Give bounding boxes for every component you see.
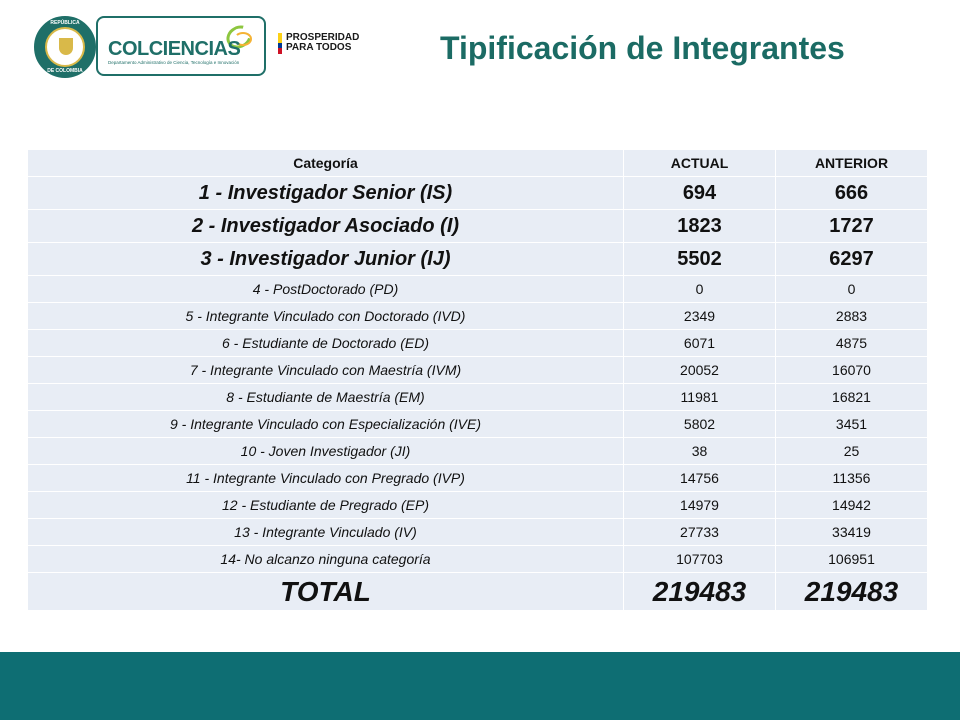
cell-actual: 38 — [624, 438, 776, 465]
column-header-category: Categoría — [28, 150, 624, 177]
table-row — [28, 519, 928, 546]
table-row — [28, 177, 928, 210]
table-row — [28, 438, 928, 465]
table-row — [28, 357, 928, 384]
table-row — [28, 411, 928, 438]
cell-actual: 27733 — [624, 519, 776, 546]
cell-anterior: 106951 — [776, 546, 928, 573]
colciencias-subtitle: Departamento Administrativo de Ciencia, Tecnología e Innovación — [108, 60, 240, 65]
seal-emblem — [45, 27, 85, 67]
cell-anterior: 0 — [776, 276, 928, 303]
prosperidad-logo — [286, 33, 359, 53]
total-actual: 219483 — [624, 573, 776, 611]
table-row — [28, 384, 928, 411]
cell-category: 4 - PostDoctorado (PD) — [28, 276, 624, 303]
cell-actual: 5502 — [624, 243, 776, 276]
cell-category: 6 - Estudiante de Doctorado (ED) — [28, 330, 624, 357]
table-row — [28, 303, 928, 330]
cell-anterior: 11356 — [776, 465, 928, 492]
cell-actual: 14756 — [624, 465, 776, 492]
cell-actual: 5802 — [624, 411, 776, 438]
cell-anterior: 4875 — [776, 330, 928, 357]
table-row — [28, 492, 928, 519]
table-total-row — [28, 573, 928, 611]
cell-actual: 11981 — [624, 384, 776, 411]
cell-anterior: 6297 — [776, 243, 928, 276]
cell-actual: 1823 — [624, 210, 776, 243]
cell-category: 2 - Investigador Asociado (I) — [28, 210, 624, 243]
cell-actual: 20052 — [624, 357, 776, 384]
table-header-row — [28, 150, 928, 177]
cell-anterior: 16821 — [776, 384, 928, 411]
cell-actual: 0 — [624, 276, 776, 303]
cell-category: 9 - Integrante Vinculado con Especialización (IVE) — [28, 411, 624, 438]
cell-anterior: 25 — [776, 438, 928, 465]
cell-anterior: 666 — [776, 177, 928, 210]
cell-anterior: 2883 — [776, 303, 928, 330]
cell-category: 8 - Estudiante de Maestría (EM) — [28, 384, 624, 411]
total-label: TOTAL — [28, 573, 624, 611]
slogan-line2: PARA TODOS — [286, 42, 352, 53]
cell-category: 10 - Joven Investigador (JI) — [28, 438, 624, 465]
table-row — [28, 465, 928, 492]
cell-anterior: 3451 — [776, 411, 928, 438]
colciencias-logo — [96, 16, 266, 76]
cell-actual: 14979 — [624, 492, 776, 519]
cell-category: 1 - Investigador Senior (IS) — [28, 177, 624, 210]
colciencias-name: COLCIENCIAS — [108, 38, 241, 60]
cell-category: 13 - Integrante Vinculado (IV) — [28, 519, 624, 546]
table-row — [28, 546, 928, 573]
cell-category: 12 - Estudiante de Pregrado (EP) — [28, 492, 624, 519]
table-row — [28, 243, 928, 276]
cell-anterior: 1727 — [776, 210, 928, 243]
cell-category: 3 - Investigador Junior (IJ) — [28, 243, 624, 276]
slogan-line1: PROSPERIDAD — [286, 32, 360, 43]
seal-text-top: REPÚBLICA — [50, 20, 80, 26]
members-table — [27, 149, 928, 611]
slide-header — [0, 0, 960, 90]
cell-actual: 6071 — [624, 330, 776, 357]
cell-actual: 694 — [624, 177, 776, 210]
cell-category: 5 - Integrante Vinculado con Doctorado (IVD) — [28, 303, 624, 330]
cell-category: 7 - Integrante Vinculado con Maestría (IVM) — [28, 357, 624, 384]
seal-text-bottom: DE COLOMBIA — [47, 68, 83, 74]
page-title: Tipificación de Integrantes — [440, 30, 845, 66]
cell-anterior: 33419 — [776, 519, 928, 546]
footer-bar — [0, 652, 960, 720]
colombia-flag-icon — [278, 33, 282, 54]
shield-icon — [59, 38, 73, 55]
cell-actual: 107703 — [624, 546, 776, 573]
total-anterior: 219483 — [776, 573, 928, 611]
table-row — [28, 210, 928, 243]
column-header-anterior: ANTERIOR — [776, 150, 928, 177]
cell-actual: 2349 — [624, 303, 776, 330]
cell-anterior: 14942 — [776, 492, 928, 519]
table-row — [28, 276, 928, 303]
colombia-seal-logo — [34, 16, 96, 78]
cell-category: 14- No alcanzo ninguna categoría — [28, 546, 624, 573]
column-header-actual: ACTUAL — [624, 150, 776, 177]
cell-anterior: 16070 — [776, 357, 928, 384]
table-row — [28, 330, 928, 357]
cell-category: 11 - Integrante Vinculado con Pregrado (IVP) — [28, 465, 624, 492]
